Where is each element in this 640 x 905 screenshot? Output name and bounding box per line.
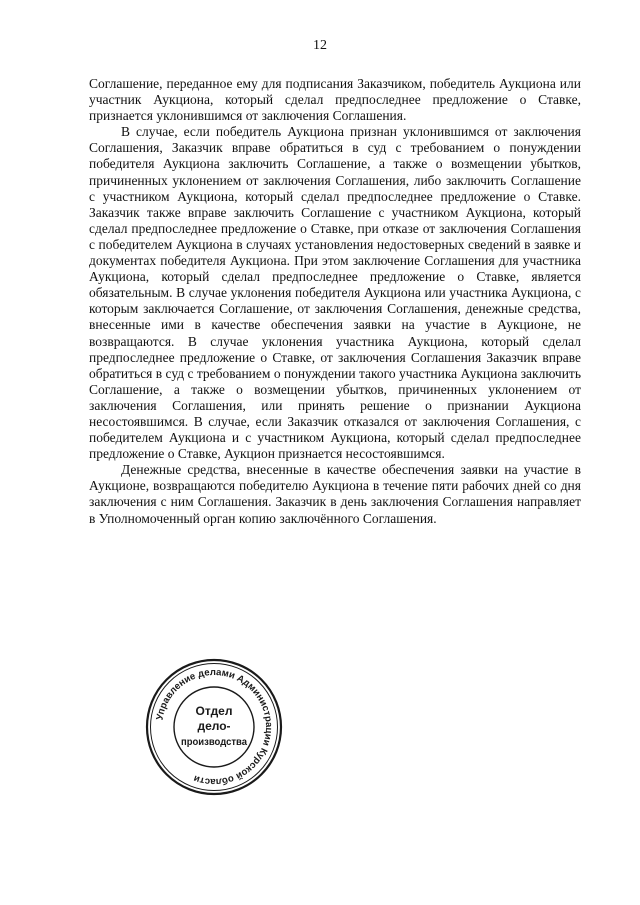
stamp-line-1: Отдел: [195, 704, 233, 718]
stamp-line-2: дело-: [197, 719, 231, 733]
office-stamp: [144, 657, 284, 797]
document-body: [89, 76, 581, 527]
stamp-line-3: производства: [181, 736, 248, 748]
paragraph-1: Соглашение, переданное ему для подписания Заказчиком, победитель Аукциона или участник Аукциона, который сделал предпоследнее предложение о Ставке, признается уклонившимся от заключения Соглашения.: [89, 76, 581, 124]
page-number: 12: [313, 38, 327, 53]
paragraph-2: В случае, если победитель Аукциона признан уклонившимся от заключения Соглашения, Заказчик вправе обратиться в суд с требованием о понуждении победителя Аукциона заключить Соглашение, а также о возмещении убытков, причиненных уклонением от заключения Соглашения, либо заключить Соглашение с участником Аукциона, который сделал предпоследнее предложение о Ставке. Заказчик также вправе заключить Соглашение с участником Аукциона, который сделал предпоследнее предложение о Ставке, при отказе от заключения Соглашения с победителем Аукциона в случаях установления недостоверных сведений в заявке и документах победителя Аукциона. При этом заключение Соглашения для участника Аукциона, который сделал предпоследнее предложение о Ставке, является обязательным. В случае уклонения победителя Аукциона или участника Аукциона, с которым заключается Соглашение, от заключения Соглашения, денежные средства, внесенные ими в качестве обеспечения заявки на участие в Аукционе, не возвращаются. В случае уклонения участника Аукциона, который сделал предпоследнее предложение о Ставке, от заключения Соглашения Заказчик вправе обратиться в суд с требованием о понуждении такого участника Аукциона заключить Соглашение, а также о возмещении убытков, причиненных уклонением от заключения Соглашения, или принять решение о признании Аукциона несостоявшимся. В случае, если Заказчик отказался от заключения Соглашения, с победителем Аукциона и с участником Аукциона, который сделал предпоследнее предложение о Ставке, Аукцион признается несостоявшимся.: [89, 124, 581, 462]
paragraph-3: Денежные средства, внесенные в качестве обеспечения заявки на участие в Аукционе, возвращаются победителю Аукциона в течение пяти рабочих дней со дня заключения с ним Соглашения. Заказчик в день заключения Соглашения направляет в Уполномоченный орган копию заключённого Соглашения.: [89, 462, 581, 526]
stamp-ring-text: Управление делами Администрации Курской области: [154, 666, 275, 788]
